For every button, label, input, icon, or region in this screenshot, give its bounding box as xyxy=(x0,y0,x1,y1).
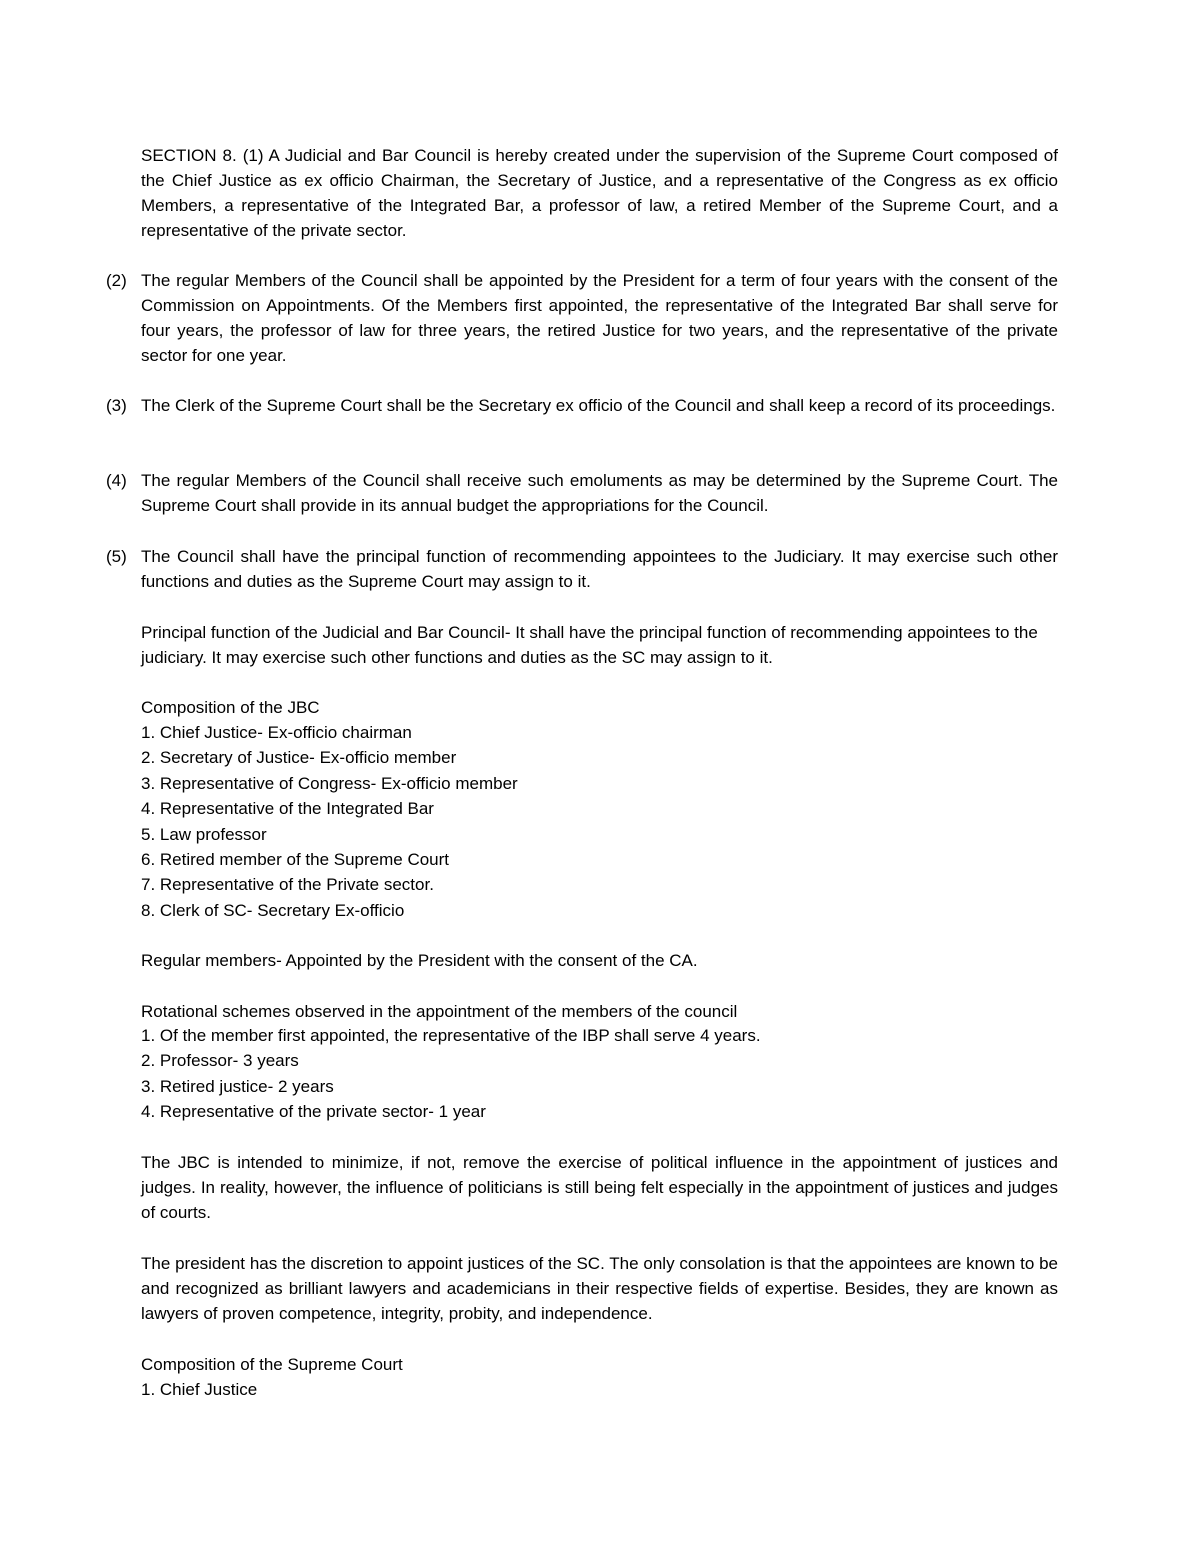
list-item: 2. Secretary of Justice- Ex-officio member xyxy=(141,748,457,768)
list-item: 3. Retired justice- 2 years xyxy=(141,1076,334,1096)
list-item: 1. Chief Justice- Ex-officio chairman xyxy=(141,723,412,742)
list-item: 4. Representative of the private sector- 1 year xyxy=(141,1102,486,1122)
section-8-paragraph-5: The Council shall have the principal function of recommending appointees to the Judiciary. It may exercise such other functions and duties as the Supreme Court may assign to it. xyxy=(141,547,1058,591)
jbc-intent-paragraph: The JBC is intended to minimize, if not, remove the exercise of political influence in the appointment of justices and judges. In reality, however, the influence of politicians is still being felt especially in the appointment of justices and judges of courts. xyxy=(141,1153,1058,1222)
item-number-5: (5) xyxy=(106,547,127,566)
list-item: 8. Clerk of SC- Secretary Ex-officio xyxy=(141,900,405,920)
president-discretion-paragraph: The president has the discretion to appoint justices of the SC. The only consolation is that the appointees are known to be and recognized as brilliant lawyers and academicians in their respective fields of expertise. Besides, they are known as lawyers of proven competence, integrity, probity, and independence. xyxy=(141,1254,1058,1323)
list-item: 4. Representative of the Integrated Bar xyxy=(141,799,434,819)
item-number-2: (2) xyxy=(106,271,127,290)
sc-composition-list xyxy=(141,1377,257,1402)
list-item: 6. Retired member of the Supreme Court xyxy=(141,850,450,870)
list-item: 5. Law professor xyxy=(141,824,267,844)
list-item: 1. Of the member first appointed, the representative of the IBP shall serve 4 years. xyxy=(141,1026,761,1045)
principal-function-paragraph: Principal function of the Judicial and Bar Council- It shall have the principal function of recommending appointees to the judiciary. It may exercise such other functions and duties as the SC may assign to it. xyxy=(141,623,1038,667)
list-item: 1. Chief Justice xyxy=(141,1380,258,1399)
jbc-composition-list xyxy=(141,720,518,923)
regular-members-paragraph: Regular members- Appointed by the President with the consent of the CA. xyxy=(141,951,698,970)
item-number-4: (4) xyxy=(106,471,127,490)
section-8-paragraph-2: The regular Members of the Council shall be appointed by the President for a term of four years with the consent of the Commission on Appointments. Of the Members first appointed, the representative of the Integrated Bar shall serve for four years, the professor of law for three years, the retired Justice for two years, and the representative of the private sector for one year. xyxy=(141,271,1058,365)
jbc-composition-heading: Composition of the JBC xyxy=(141,698,320,717)
rotational-schemes-heading: Rotational schemes observed in the appointment of the members of the council xyxy=(141,1002,738,1021)
section-8-paragraph-1: SECTION 8. (1) A Judicial and Bar Council is hereby created under the supervision of the Supreme Court composed of the Chief Justice as ex officio Chairman, the Secretary of Justice, and a representative of the Congress as ex officio Members, a representative of the Integrated Bar, a professor of law, a retired Member of the Supreme Court, and a representative of the private sector. xyxy=(141,146,1058,240)
section-8-paragraph-3: The Clerk of the Supreme Court shall be the Secretary ex officio of the Council and shall keep a record of its proceedings. xyxy=(141,396,1056,415)
sc-composition-heading: Composition of the Supreme Court xyxy=(141,1355,403,1374)
section-8-paragraph-4: The regular Members of the Council shall receive such emoluments as may be determined by the Supreme Court. The Supreme Court shall provide in its annual budget the appropriations for the Council. xyxy=(141,471,1058,515)
list-item: 3. Representative of Congress- Ex-officio member xyxy=(141,773,518,793)
list-item: 7. Representative of the Private sector. xyxy=(141,875,434,895)
rotational-schemes-list xyxy=(141,1023,761,1125)
item-number-3: (3) xyxy=(106,396,127,415)
list-item: 2. Professor- 3 years xyxy=(141,1051,299,1071)
